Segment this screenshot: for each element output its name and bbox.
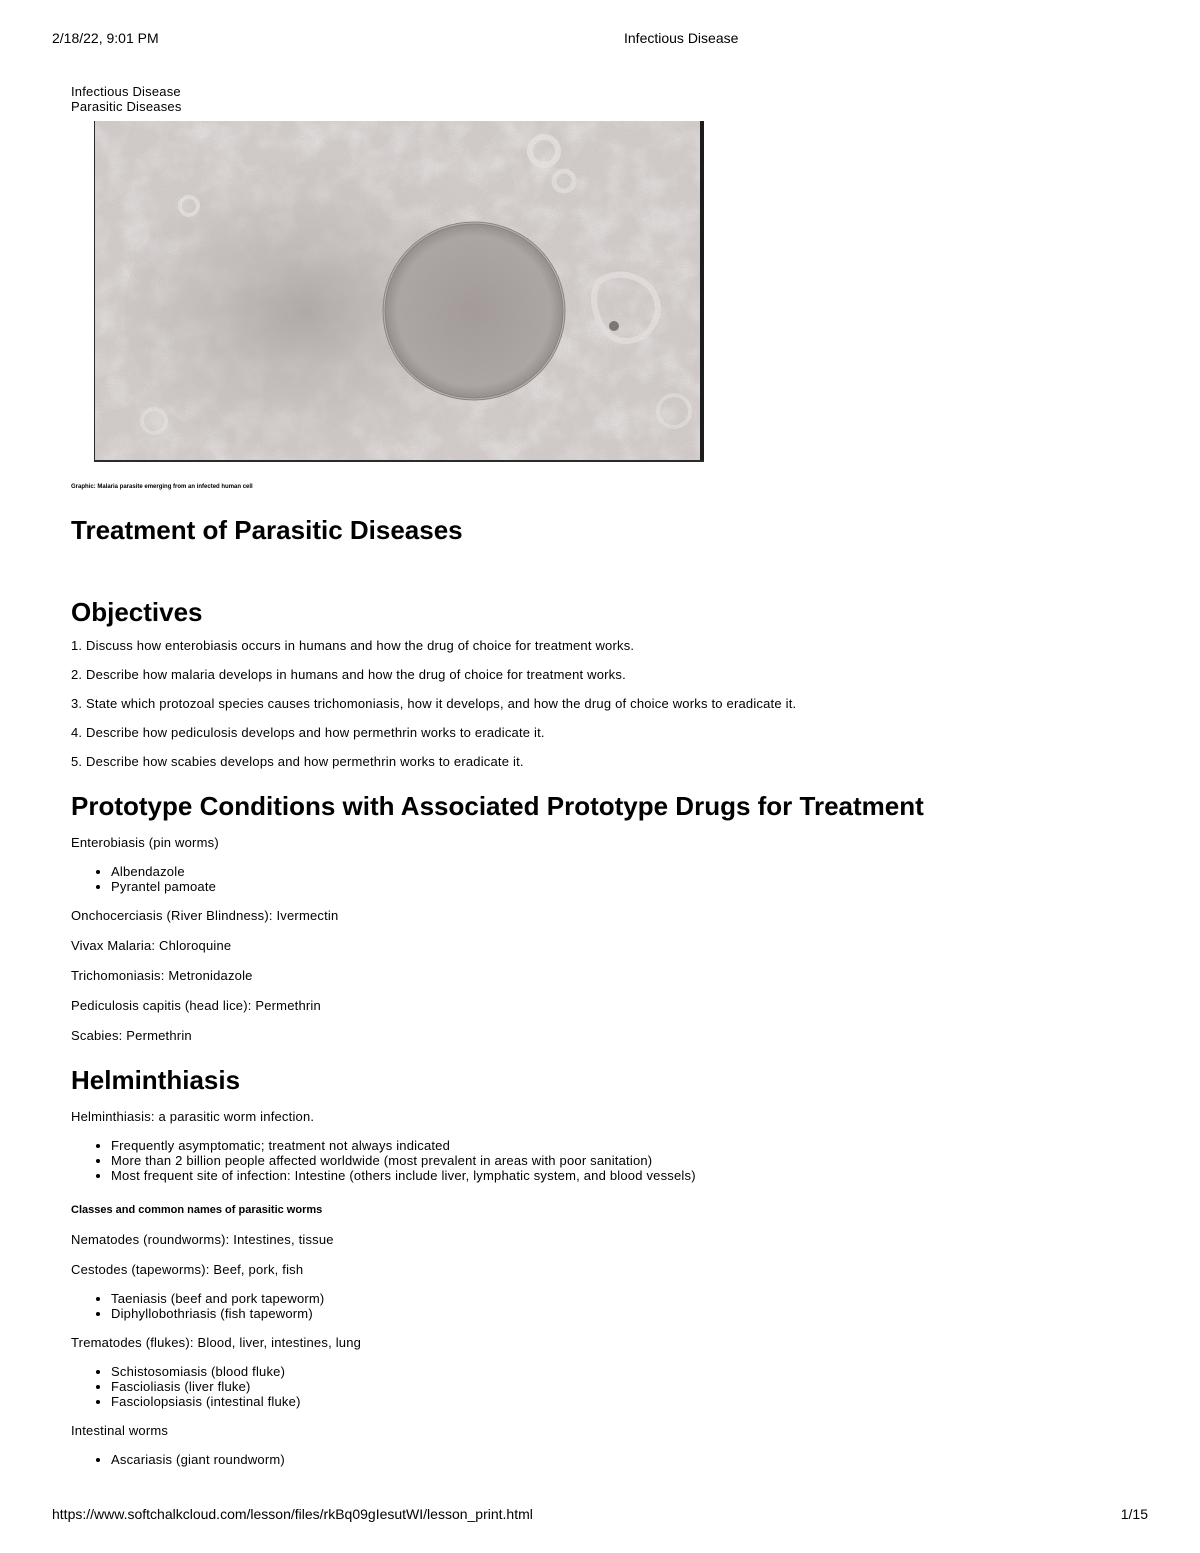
prototype-heading: Prototype Conditions with Associated Prototype Drugs for Treatment [71,791,924,821]
page-number: 1/15 [1120,1506,1148,1522]
lesson-content [71,84,1131,1467]
list-item: • Albendazole [111,864,1131,879]
list-item: • Frequently asymptomatic; treatment not always indicated [111,1138,1131,1153]
prototype-line: Scabies: Permethrin [71,1028,192,1043]
objective-item: 2. Describe how malaria develops in humans and how the drug of choice for treatment works. [71,667,626,682]
print-title: Infectious Disease [624,30,739,46]
objective-item: 4. Describe how pediculosis develops and how permethrin works to eradicate it. [71,725,545,740]
list-item: • Most frequent site of infection: Intestine (others include liver, lymphatic system, and blood vessels) [111,1168,1131,1183]
worm-classes-heading: Classes and common names of parasitic worms [71,1204,323,1216]
list-item: • Fasciolopsiasis (intestinal fluke) [111,1394,1131,1409]
prototype-line: Trichomoniasis: Metronidazole [71,968,253,983]
list-item: • Schistosomiasis (blood fluke) [111,1364,1131,1379]
helminthiasis-facts [71,1138,1131,1183]
objective-item: 1. Discuss how enterobiasis occurs in humans and how the drug of choice for treatment works. [71,638,635,653]
list-item: • Diphyllobothriasis (fish tapeworm) [111,1306,1131,1321]
print-footer [52,1506,1148,1524]
malaria-parasite-image [94,121,704,462]
list-item: • More than 2 billion people affected worldwide (most prevalent in areas with poor sanitation) [111,1153,1131,1168]
course-title: Infectious Disease [71,84,181,99]
cestodes-line: Cestodes (tapeworms): Beef, pork, fish [71,1262,304,1277]
cestodes-list [71,1291,1131,1321]
treatment-heading: Treatment of Parasitic Diseases [71,515,463,545]
trematodes-list [71,1364,1131,1409]
enterobiasis-line: Enterobiasis (pin worms) [71,835,219,850]
print-header [52,30,1148,48]
list-item: • Ascariasis (giant roundworm) [111,1452,1131,1467]
prototype-line: Vivax Malaria: Chloroquine [71,938,232,953]
objective-item: 3. State which protozoal species causes trichomoniasis, how it develops, and how the drug of choice works to eradicate it. [71,696,797,711]
objective-item: 5. Describe how scabies develops and how permethrin works to eradicate it. [71,754,524,769]
trematodes-line: Trematodes (flukes): Blood, liver, intestines, lung [71,1335,362,1350]
figure-caption: Graphic: Malaria parasite emerging from an infected human cell [71,484,253,490]
print-url: https://www.softchalkcloud.com/lesson/files/rkBq09gIesutWI/lesson_print.html [52,1506,533,1522]
prototype-line: Onchocerciasis (River Blindness): Ivermectin [71,908,339,923]
enterobiasis-drug-list [71,864,1131,894]
list-item: • Pyrantel pamoate [111,879,1131,894]
helminthiasis-heading: Helminthiasis [71,1065,241,1095]
objectives-list [71,638,1131,770]
intestinal-worms-list [71,1452,1131,1467]
helminthiasis-definition: Helminthiasis: a parasitic worm infection. [71,1109,315,1124]
course-subtitle: Parasitic Diseases [71,99,182,114]
print-date: 2/18/22, 9:01 PM [52,30,159,46]
nematodes-line: Nematodes (roundworms): Intestines, tissue [71,1232,334,1247]
objectives-heading: Objectives [71,597,203,627]
list-item: • Taeniasis (beef and pork tapeworm) [111,1291,1131,1306]
intestinal-worms-line: Intestinal worms [71,1423,169,1438]
prototype-line: Pediculosis capitis (head lice): Permethrin [71,998,321,1013]
list-item: • Fascioliasis (liver fluke) [111,1379,1131,1394]
